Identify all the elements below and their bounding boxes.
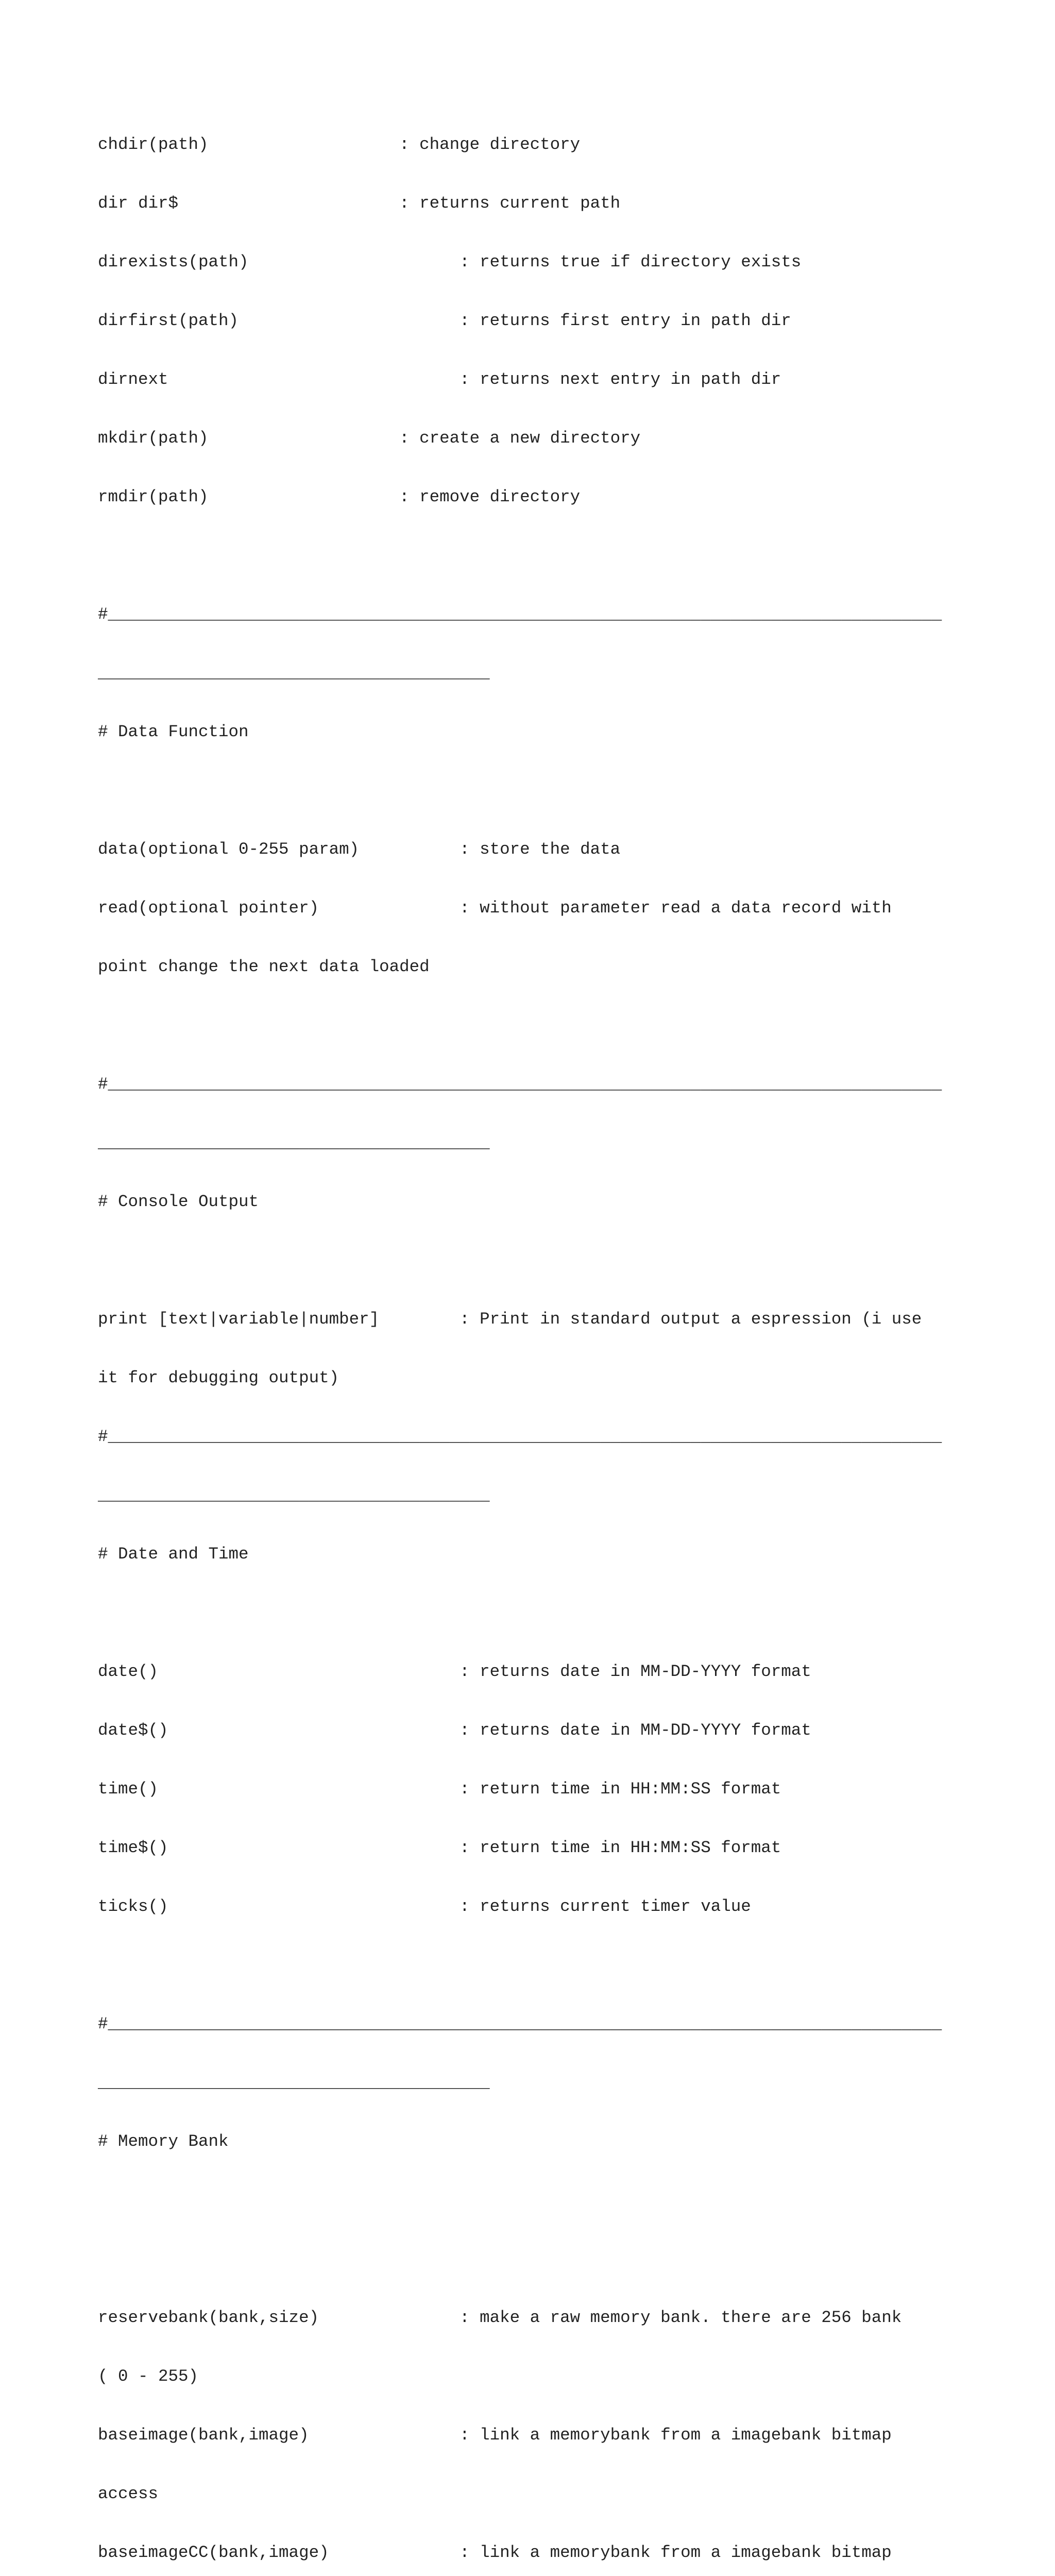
doc-line: ticks() : returns current timer value (98, 1897, 751, 1916)
doc-line (98, 1603, 963, 1623)
section-divider: _______________________________________ (98, 2073, 490, 2092)
section-divider: #___________________________________________________________________________________ (98, 1075, 942, 1094)
section-heading: # Date and Time (98, 1545, 249, 1564)
doc-line: date() : returns date in MM-DD-YYYY format (98, 1662, 811, 1681)
doc-line: rmdir(path) : remove directory (98, 487, 581, 506)
doc-line: it for debugging output) (98, 1368, 339, 1387)
doc-line: baseimageCC(bank,image) : link a memorybank from a imagebank bitmap (98, 2543, 892, 2562)
doc-line: access (98, 2484, 159, 2503)
doc-line: point change the next data loaded (98, 957, 430, 976)
section-divider: #___________________________________________________________________________________ (98, 1427, 942, 1446)
doc-line: mkdir(path) : create a new directory (98, 429, 641, 448)
doc-line: print [text|variable|number] : Print in standard output a espression (i use (98, 1310, 922, 1329)
document-body (98, 96, 963, 2576)
doc-line: ( 0 - 255) (98, 2367, 199, 2386)
doc-line: read(optional pointer) : without parameter read a data record with (98, 899, 892, 918)
doc-line: date$() : returns date in MM-DD-YYYY format (98, 1721, 811, 1740)
doc-line (98, 1956, 963, 1975)
doc-line: data(optional 0-255 param) : store the data (98, 840, 621, 859)
doc-line: dir dir$ : returns current path (98, 194, 621, 213)
doc-line: reservebank(bank,size) : make a raw memory bank. there are 256 bank (98, 2308, 902, 2327)
doc-line: time() : return time in HH:MM:SS format (98, 1780, 781, 1799)
section-divider: _______________________________________ (98, 664, 490, 683)
doc-line (98, 546, 963, 566)
doc-line (98, 1016, 963, 1036)
section-heading: # Console Output (98, 1192, 259, 1211)
section-divider: _______________________________________ (98, 1486, 490, 1505)
doc-line: baseimage(bank,image) : link a memorybank from a imagebank bitmap (98, 2426, 892, 2445)
section-divider: _______________________________________ (98, 1133, 490, 1153)
section-heading: # Data Function (98, 722, 249, 741)
section-divider: #___________________________________________________________________________________ (98, 2014, 942, 2033)
doc-line: time$() : return time in HH:MM:SS format (98, 1838, 781, 1857)
section-divider: #___________________________________________________________________________________ (98, 605, 942, 624)
section-heading: # Memory Bank (98, 2132, 229, 2151)
doc-line (98, 781, 963, 801)
doc-line (98, 1251, 963, 1270)
doc-line: chdir(path) : change directory (98, 135, 581, 154)
doc-line: direxists(path) : returns true if directory exists (98, 252, 802, 272)
doc-line (98, 2191, 963, 2210)
doc-line: dirnext : returns next entry in path dir (98, 370, 781, 389)
doc-line (98, 2249, 963, 2269)
doc-line: dirfirst(path) : returns first entry in path dir (98, 311, 791, 330)
